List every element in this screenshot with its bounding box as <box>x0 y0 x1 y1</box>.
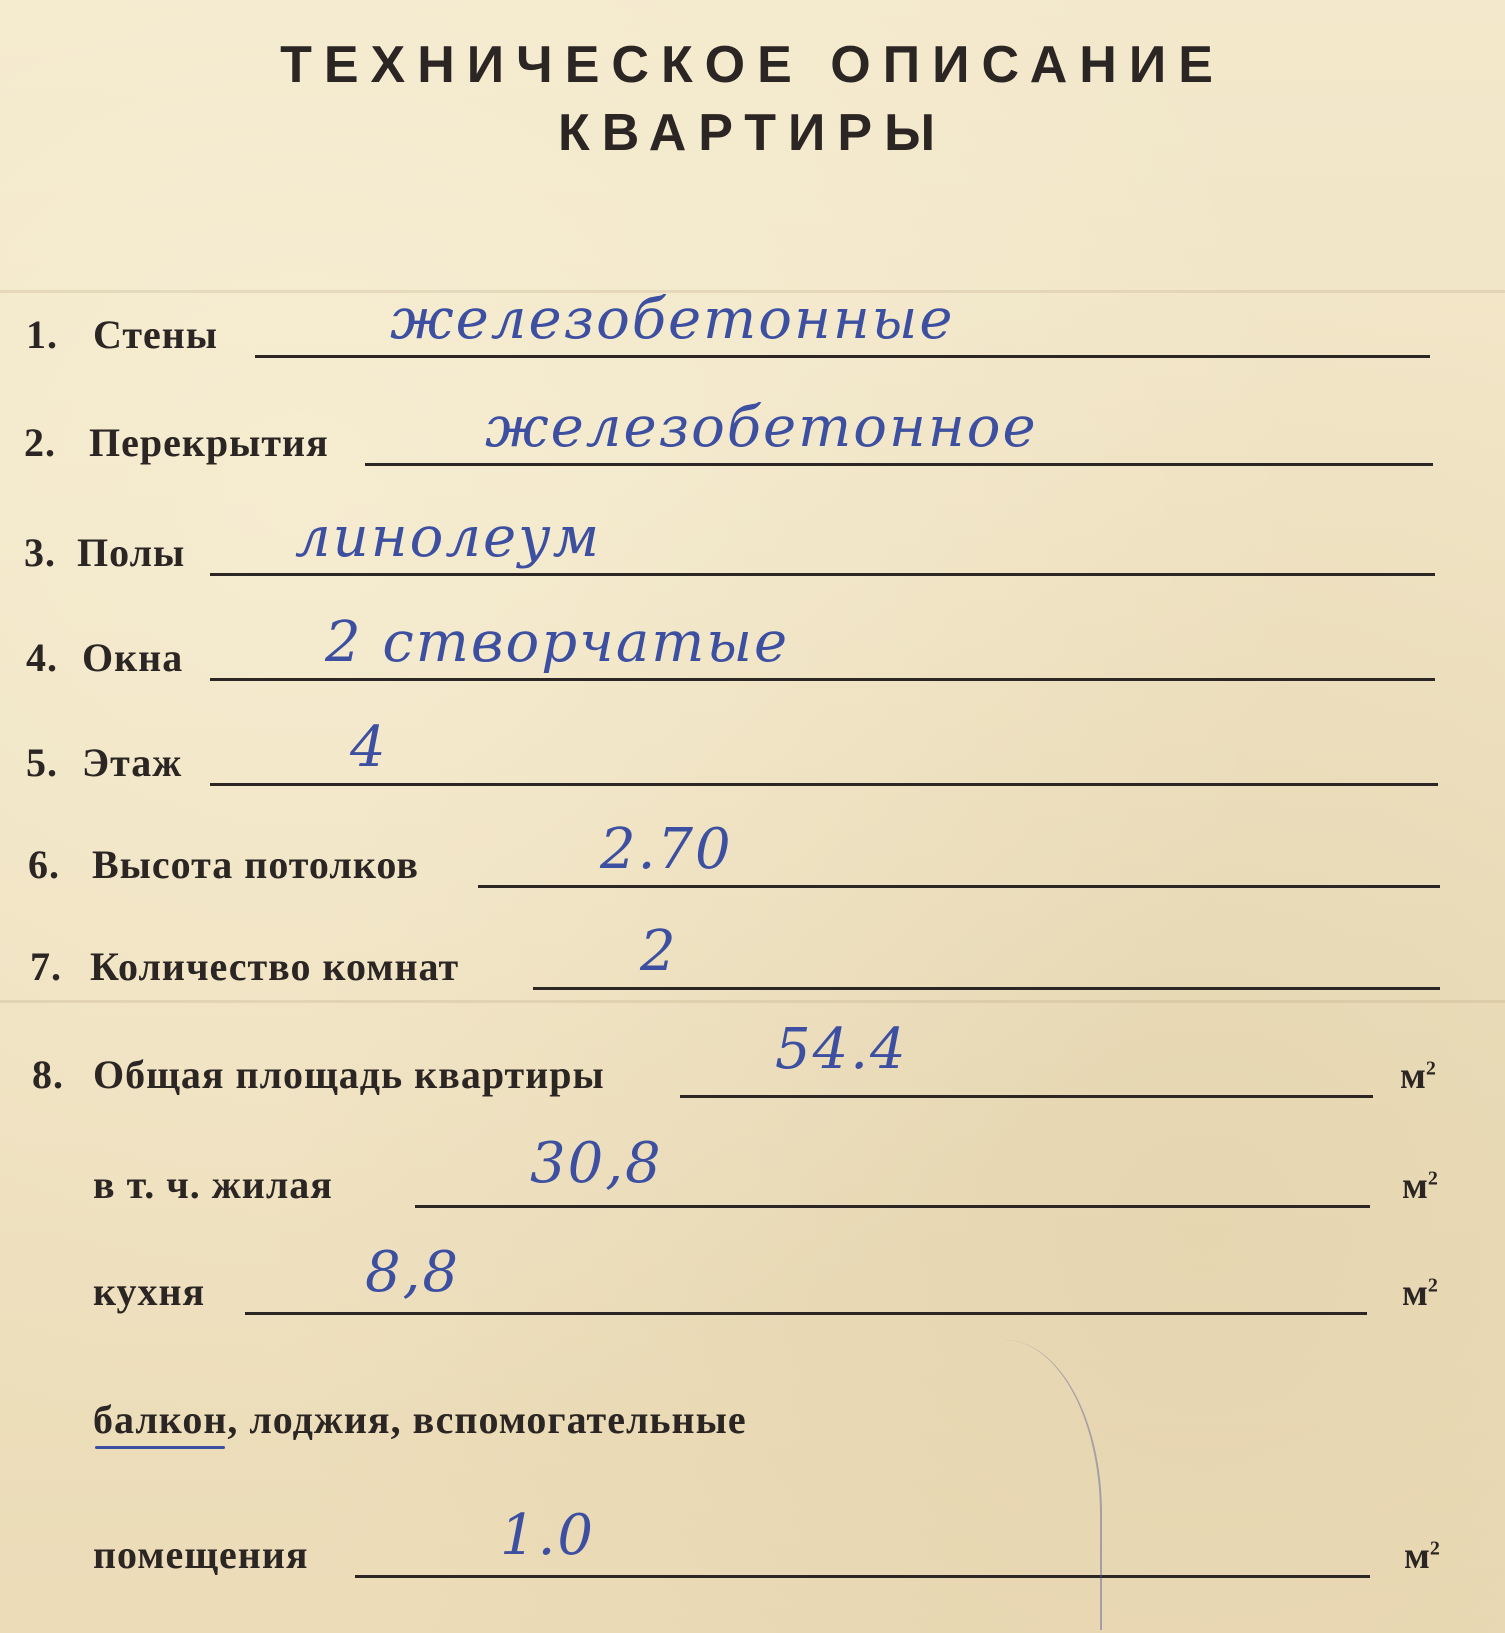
handwritten-windows-value: 2 створчатые <box>325 610 790 675</box>
field-label-floor-level: Этаж <box>82 740 183 785</box>
stray-pen-stroke <box>940 1340 1102 1630</box>
field-number: 6. <box>28 842 60 887</box>
handwritten-walls-value: железобетонные <box>390 287 955 352</box>
field-label-living-area: в т. ч. жилая <box>93 1162 333 1207</box>
field-number: 8. <box>32 1052 64 1097</box>
field-label-floors: Полы <box>77 530 186 575</box>
unit-square-meters: $м^2$ <box>1400 1055 1436 1097</box>
fill-line <box>415 1205 1370 1208</box>
unit-square-meters: $м^2$ <box>1402 1165 1438 1207</box>
handwritten-floors-value: линолеум <box>295 505 602 570</box>
field-label-total-area: Общая площадь квартиры <box>93 1052 605 1097</box>
field-number: 3. <box>24 530 56 575</box>
fill-line <box>255 355 1430 358</box>
fill-line <box>210 783 1438 786</box>
fill-line <box>245 1312 1367 1315</box>
pen-underline-mark <box>95 1446 225 1449</box>
field-row-auxiliary-area <box>0 1503 1505 1590</box>
field-row-room-count <box>0 919 1505 1002</box>
field-number: 2. <box>24 420 56 465</box>
fill-line <box>355 1575 1370 1578</box>
field-label-auxiliary-area: помещения <box>93 1532 309 1577</box>
unit-square-meters: $м^2$ <box>1402 1272 1438 1314</box>
field-number: 4. <box>26 635 58 680</box>
field-row-total-area <box>0 1017 1505 1110</box>
field-label-windows: Окна <box>82 635 184 680</box>
field-label-ceiling-height: Высота потолков <box>92 842 419 887</box>
field-row-ceilings <box>0 395 1505 478</box>
field-number: 1. <box>26 312 58 357</box>
fill-line <box>533 987 1440 990</box>
handwritten-ceilings-value: железобетонное <box>485 395 1038 460</box>
field-label-ceilings: Перекрытия <box>89 420 329 465</box>
fill-line <box>680 1095 1373 1098</box>
field-label-walls: Стены <box>93 312 219 357</box>
handwritten-total-area-value: 54.4 <box>775 1017 908 1082</box>
field-row-windows <box>0 610 1505 693</box>
handwritten-kitchen-area-value: 8,8 <box>365 1240 461 1305</box>
field-row-balcony-label <box>0 1385 1505 1455</box>
field-row-floors <box>0 505 1505 588</box>
fill-line <box>478 885 1440 888</box>
unit-square-meters: $м^2$ <box>1404 1535 1440 1577</box>
field-number: 7. <box>30 944 62 989</box>
field-row-floor-level <box>0 715 1505 798</box>
handwritten-room-count-value: 2 <box>640 919 678 984</box>
field-row-ceiling-height <box>0 817 1505 900</box>
field-row-kitchen-area <box>0 1240 1505 1327</box>
fill-line <box>365 463 1433 466</box>
handwritten-auxiliary-area-value: 1.0 <box>500 1503 596 1568</box>
handwritten-ceiling-height-value: 2.70 <box>600 817 733 882</box>
field-label-room-count: Количество комнат <box>90 944 460 989</box>
handwritten-floor-level-value: 4 <box>350 715 388 780</box>
document-title-line1: ТЕХНИЧЕСКОЕ ОПИСАНИЕ <box>280 36 1225 94</box>
fill-line <box>210 678 1435 681</box>
field-label-kitchen-area: кухня <box>93 1269 206 1314</box>
field-number: 5. <box>26 740 58 785</box>
document-title-line2: КВАРТИРЫ <box>558 104 947 162</box>
field-row-living-area <box>0 1131 1505 1220</box>
handwritten-living-area-value: 30,8 <box>530 1131 663 1196</box>
field-row-walls <box>0 287 1505 370</box>
fill-line <box>210 573 1435 576</box>
field-label-balcony: балкон, лоджия, вспомогательные <box>93 1397 747 1442</box>
